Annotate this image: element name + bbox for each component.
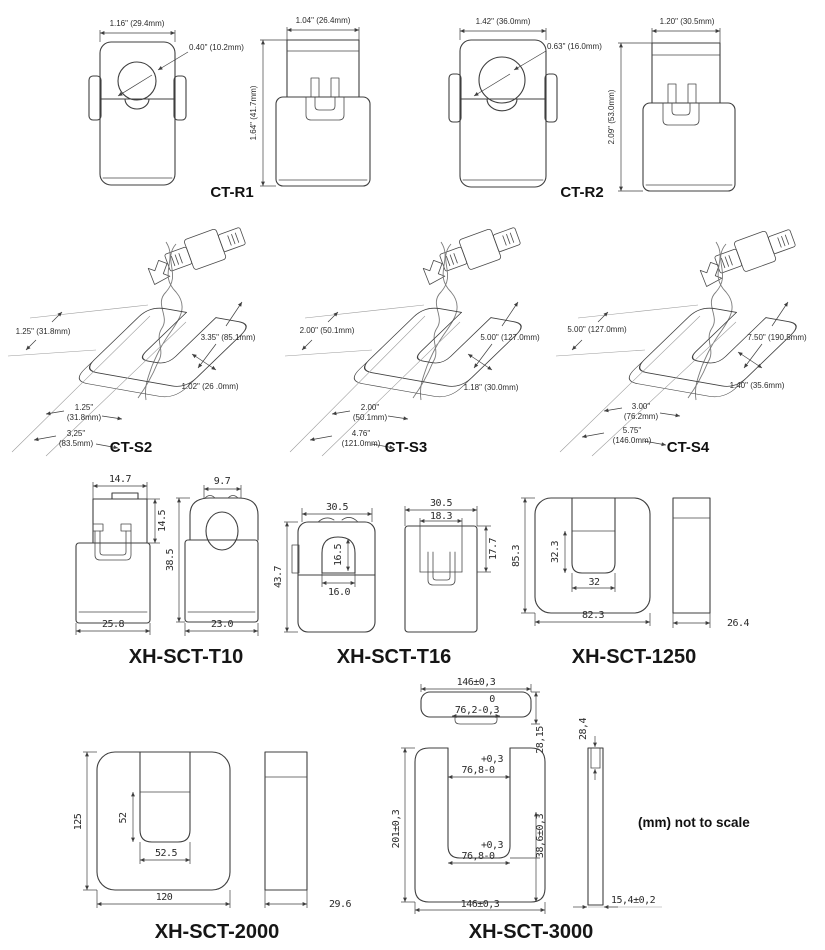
ctr1-front-width-dim: 1.16" (29.4mm) [109,19,165,28]
s3000-side-view [588,748,603,905]
xh-sct-1250-drawing [511,498,750,668]
ct-s2-connector [162,221,248,278]
ct-s3-model-label: CT-S3 [384,439,428,456]
s3000-win-bot-dim: 76,8-0 [461,851,495,862]
xh-sct-t10-drawing [76,474,258,668]
xh-sct-3000-model-label: XH-SCT-3000 [468,921,594,943]
ct-r1-side-view [276,40,370,186]
s1250-window-width-dim: 32 [588,577,600,588]
scale-note: (mm) not to scale [638,815,750,830]
ctr1-height-dim: 1.64" (41.7mm) [249,85,258,141]
s3000-win-top-dim: 76,8-0 [461,765,495,776]
cts2-width-mm-dim: (83.5mm) [58,439,94,448]
cts4-thickness-dim: 1.40" (35.6mm) [729,381,785,390]
s1250-window-height-dim: 32.3 [550,540,561,564]
t10-front-top-dim: 14.7 [108,474,132,485]
t10-side-bottom-dim: 23.0 [210,619,234,630]
xh-sct-2000-drawing [73,752,352,943]
cts3-thickness-dim: 1.18" (30.0mm) [463,383,519,392]
ct-s3-drawing [285,221,540,456]
cts4-depth-dim: 7.50" (190.5mm) [747,333,807,342]
cts3-width-in-dim: 4.76" [351,429,371,438]
cts3-height-dim: 2.00" (50.1mm) [299,326,355,335]
cts4-window-mm-dim: (76.2mm) [623,412,659,421]
ct-s3-connector [437,221,523,278]
s2000-side-width-dim: 29.6 [329,899,352,910]
s3000-win-bot-tol-dim: +0,3 [480,840,504,851]
s3000-win-top-tol-dim: +0,3 [480,754,504,765]
s1250-width-dim: 82.3 [581,610,605,621]
s2000-window-width-dim: 52.5 [154,848,178,859]
s3000-right-height-dim: 38,6±0,3 [535,813,546,859]
ct-s4-model-label: CT-S4 [666,439,710,456]
ct-r2-drawing [449,17,735,201]
cts4-height-dim: 5.00" (127.0mm) [567,325,627,334]
t16-front-height-dim: 43.7 [273,565,284,589]
s2000-front-view [97,752,230,890]
ct-r1-front-view [89,42,186,185]
ct-r1-model-label: CT-R1 [210,184,254,201]
t10-side-view [185,496,258,623]
t10-side-height-dim: 38.5 [165,548,176,572]
xh-sct-t16-model-label: XH-SCT-T16 [336,646,452,668]
xh-sct-t10-model-label: XH-SCT-T10 [128,646,244,668]
s3000-cap-tol-dim: 0 [489,694,495,705]
t16-hole-height-dim: 16.5 [333,543,344,567]
t16-hole-width-dim: 16.0 [327,587,351,598]
cts3-window-mm-dim: (50.1mm) [352,413,388,422]
t10-side-top-dim: 9.7 [213,476,231,487]
cts4-window-in-dim: 3.00" [631,402,651,411]
s2000-window-height-dim: 52 [118,812,129,824]
s2000-side-view [265,752,307,890]
cts2-height-dim: 1.25" (31.8mm) [15,327,71,336]
cts4-width-mm-dim: (146.0mm) [612,436,652,445]
t10-front-bottom-dim: 25.8 [101,619,125,630]
ct-r1-drawing [89,16,370,201]
s3000-cap-width-dim: 146±0,3 [456,677,496,688]
t16-front-view [292,517,375,632]
cts2-depth-dim: 3.35" (85.1mm) [200,333,256,342]
ct-s4-drawing [556,223,807,456]
s3000-cap-slot-dim: 76,2-0,3 [454,705,500,716]
s3000-height-dim: 201±0,3 [391,809,402,849]
cts2-window-in-dim: 1.25" [74,403,94,412]
t16-side-top-dim: 30.5 [429,498,453,509]
ctr2-side-width-dim: 1.20" (30.5mm) [659,17,715,26]
s1250-height-dim: 85.3 [511,544,522,568]
ct-s3-body [347,242,527,400]
cts3-window-in-dim: 2.00" [360,403,380,412]
ctr1-side-width-dim: 1.04" (26.4mm) [295,16,351,25]
xh-sct-2000-model-label: XH-SCT-2000 [154,921,280,943]
s3000-side-width-dim: 15,4±0,2 [611,895,656,906]
xh-sct-t16-drawing [273,498,499,668]
t16-side-view [405,526,477,632]
ctr2-aperture-dim: 0.63" (16.0mm) [547,42,602,51]
xh-sct-1250-model-label: XH-SCT-1250 [571,646,697,668]
ct-s2-model-label: CT-S2 [109,439,153,456]
cts3-depth-dim: 5.00" (127.0mm) [480,333,540,342]
s2000-height-dim: 125 [73,813,84,831]
t10-front-view [76,493,150,623]
t16-side-step-dim: 17.7 [488,537,499,561]
t16-front-top-dim: 30.5 [325,502,349,513]
ctr2-height-dim: 2.09" (53.0mm) [607,89,616,145]
t16-side-inner-dim: 18.3 [429,511,453,522]
s2000-width-dim: 120 [155,892,173,903]
ctr2-front-width-dim: 1.42" (36.0mm) [475,17,531,26]
s3000-cap-height-dim: 28,15 [535,726,546,754]
s1250-side-view [673,498,710,613]
ct-r2-side-view [643,43,735,191]
cts2-thickness-dim: 1.02" (26 .0mm) [181,382,239,391]
s1250-side-width-dim: 26.4 [727,618,750,629]
cts2-width-in-dim: 3,25" [66,429,86,438]
ctr1-aperture-dim: 0.40" (10.2mm) [189,43,244,52]
ct-s4-connector [712,223,798,280]
ct-s2-body [72,242,252,400]
cts4-width-in-dim: 5.75" [622,426,642,435]
ct-r2-model-label: CT-R2 [560,184,604,201]
s3000-width-dim: 146±0,3 [460,899,500,910]
cts3-width-mm-dim: (121.0mm) [341,439,381,448]
s3000-side-tab-dim: 28,4 [578,717,589,741]
xh-sct-3000-drawing [391,677,662,943]
cts2-window-mm-dim: (31.8mm) [66,413,102,422]
t10-front-side-dim: 14.5 [157,509,168,533]
ct-s2-drawing [8,221,256,456]
ct-r2-front-view [449,40,557,187]
